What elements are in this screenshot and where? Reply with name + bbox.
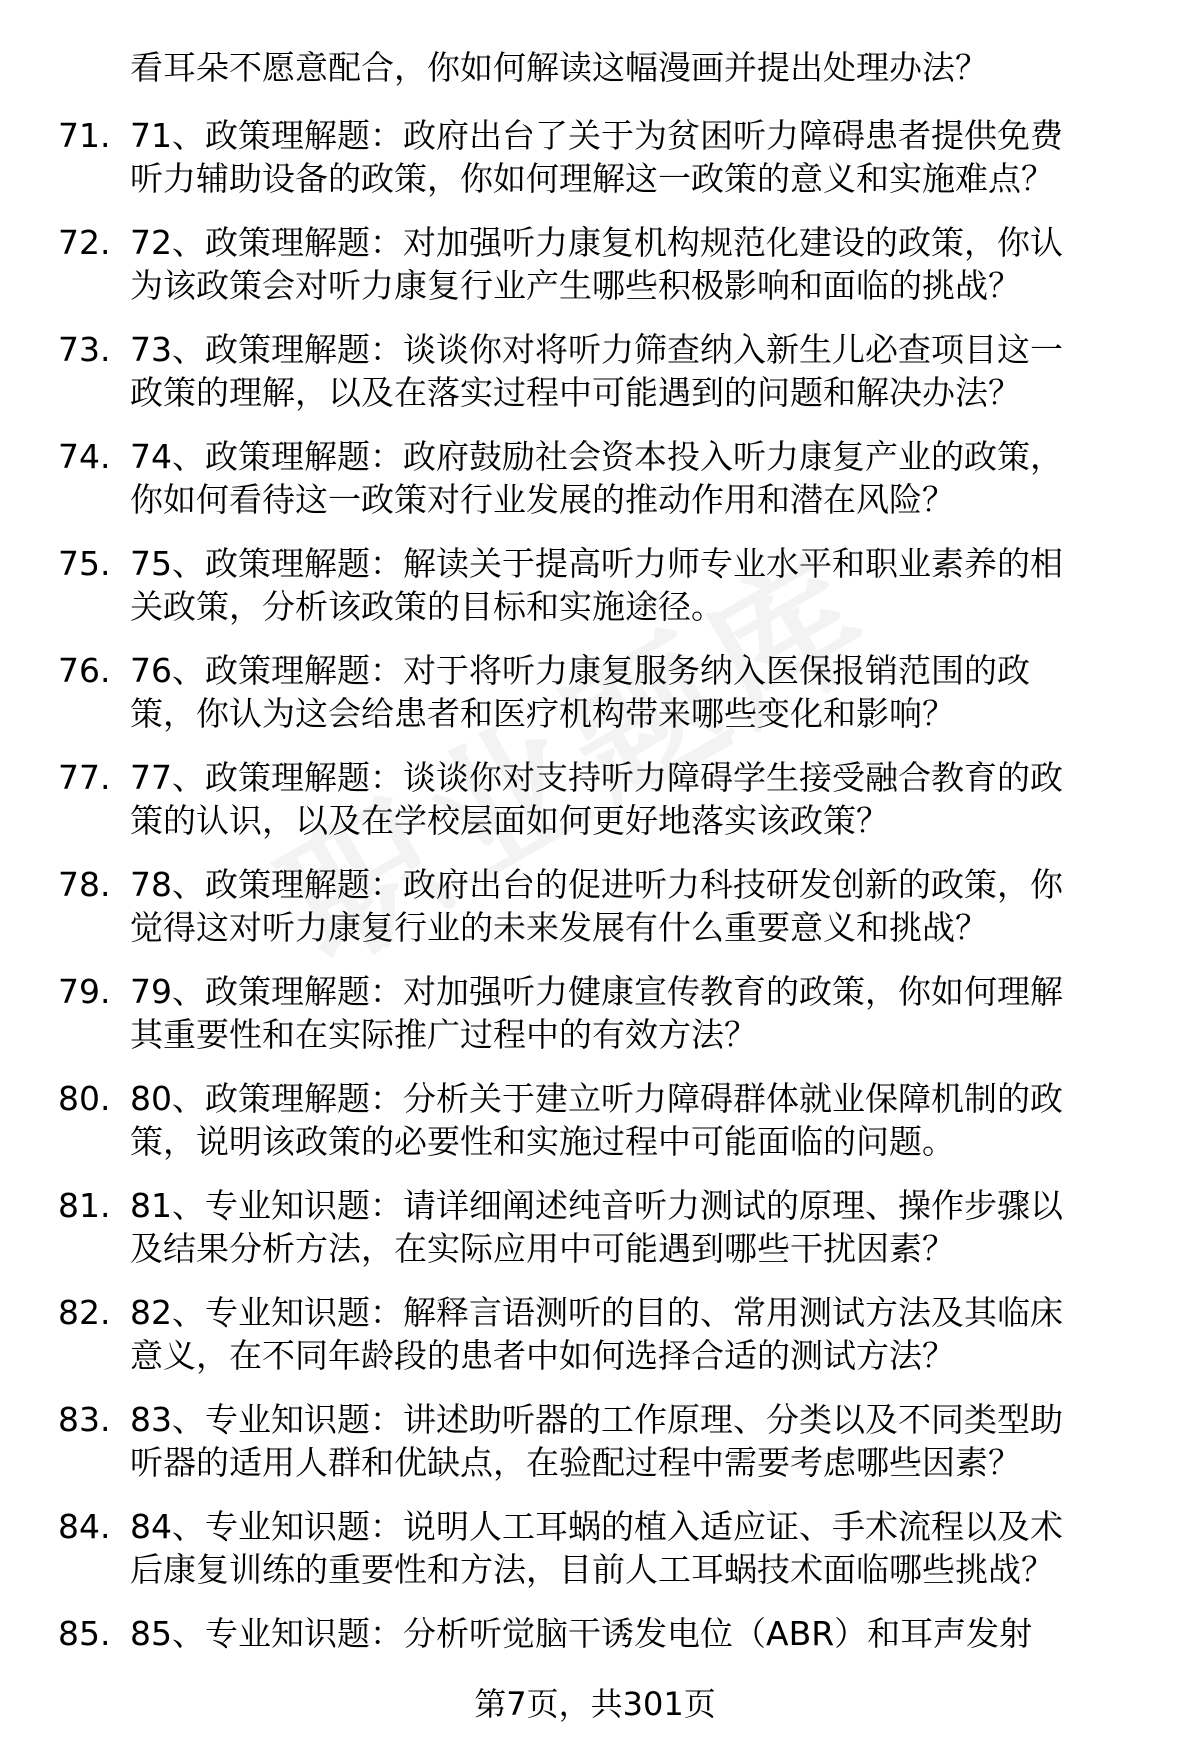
item-text-line: 策的认识，以及在学校层面如何更好地落实该政策？ bbox=[130, 801, 889, 840]
item-number: 72. bbox=[58, 223, 111, 262]
item-text bbox=[130, 1291, 1166, 1377]
item-number: 77. bbox=[58, 758, 111, 797]
item-text bbox=[130, 542, 1166, 628]
list-item bbox=[0, 542, 1190, 649]
item-number: 82. bbox=[58, 1293, 111, 1332]
list-item bbox=[0, 649, 1190, 756]
item-text bbox=[130, 1184, 1166, 1270]
item-text-line: 听器的适用人群和优缺点，在验配过程中需要考虑哪些因素？ bbox=[130, 1443, 1021, 1482]
item-text bbox=[130, 1398, 1166, 1484]
item-number: 71. bbox=[58, 116, 111, 155]
item-text-line: 关政策，分析该政策的目标和实施途径。 bbox=[130, 587, 724, 626]
item-text bbox=[130, 1505, 1166, 1591]
list-item bbox=[0, 1291, 1190, 1398]
item-text-line: 其重要性和在实际推广过程中的有效方法？ bbox=[130, 1015, 757, 1054]
item-text bbox=[130, 1612, 1166, 1655]
item-text-line: 85、专业知识题：分析听觉脑干诱发电位（ABR）和耳声发射 bbox=[130, 1614, 1033, 1653]
list-item bbox=[0, 1077, 1190, 1184]
item-text-line: 79、政策理解题：对加强听力健康宣传教育的政策，你如何理解 bbox=[130, 972, 1063, 1011]
item-number: 73. bbox=[58, 330, 111, 369]
item-text-line: 71、政策理解题：政府出台了关于为贫困听力障碍患者提供免费 bbox=[130, 116, 1063, 155]
item-text-line: 策，说明该政策的必要性和实施过程中可能面临的问题。 bbox=[130, 1122, 955, 1161]
item-text-line: 后康复训练的重要性和方法，目前人工耳蜗技术面临哪些挑战？ bbox=[130, 1550, 1054, 1589]
item-number: 85. bbox=[58, 1614, 111, 1653]
item-text bbox=[130, 649, 1166, 735]
list-item bbox=[0, 1184, 1190, 1291]
item-text bbox=[130, 114, 1166, 200]
list-item bbox=[0, 114, 1190, 221]
item-text-line: 政策的理解，以及在落实过程中可能遇到的问题和解决办法？ bbox=[130, 373, 1021, 412]
list-item bbox=[0, 328, 1190, 435]
item-number: 79. bbox=[58, 972, 111, 1011]
item-text bbox=[130, 328, 1166, 414]
item-text-line: 及结果分析方法，在实际应用中可能遇到哪些干扰因素？ bbox=[130, 1229, 955, 1268]
item-text-line: 75、政策理解题：解读关于提高听力师专业水平和职业素养的相 bbox=[130, 544, 1063, 583]
item-text-line: 78、政策理解题：政府出台的促进听力科技研发创新的政策，你 bbox=[130, 865, 1063, 904]
item-number: 83. bbox=[58, 1400, 111, 1439]
item-text-line: 80、政策理解题：分析关于建立听力障碍群体就业保障机制的政 bbox=[130, 1079, 1063, 1118]
continuation-line: 看耳朵不愿意配合，你如何解读这幅漫画并提出处理办法？ bbox=[130, 48, 988, 87]
item-text-line: 77、政策理解题：谈谈你对支持听力障碍学生接受融合教育的政 bbox=[130, 758, 1063, 797]
question-list bbox=[0, 114, 1190, 1672]
list-item bbox=[0, 756, 1190, 863]
item-text-line: 你如何看待这一政策对行业发展的推动作用和潜在风险？ bbox=[130, 480, 955, 519]
item-text bbox=[130, 970, 1166, 1056]
item-number: 84. bbox=[58, 1507, 111, 1546]
item-text-line: 听力辅助设备的政策，你如何理解这一政策的意义和实施难点？ bbox=[130, 159, 1054, 198]
item-number: 74. bbox=[58, 437, 111, 476]
item-text bbox=[130, 863, 1166, 949]
item-text-line: 83、专业知识题：讲述助听器的工作原理、分类以及不同类型助 bbox=[130, 1400, 1063, 1439]
item-text-line: 意义，在不同年龄段的患者中如何选择合适的测试方法？ bbox=[130, 1336, 955, 1375]
item-text-line: 策，你认为这会给患者和医疗机构带来哪些变化和影响？ bbox=[130, 694, 955, 733]
item-text-line: 74、政策理解题：政府鼓励社会资本投入听力康复产业的政策， bbox=[130, 437, 1063, 476]
item-text-line: 觉得这对听力康复行业的未来发展有什么重要意义和挑战？ bbox=[130, 908, 988, 947]
item-text bbox=[130, 1077, 1166, 1163]
list-item bbox=[0, 1505, 1190, 1612]
item-text bbox=[130, 221, 1166, 307]
list-item bbox=[0, 863, 1190, 970]
item-text-line: 84、专业知识题：说明人工耳蜗的植入适应证、手术流程以及术 bbox=[130, 1507, 1063, 1546]
item-text-line: 73、政策理解题：谈谈你对将听力筛查纳入新生儿必查项目这一 bbox=[130, 330, 1063, 369]
list-item bbox=[0, 1398, 1190, 1505]
page-footer: 第7页，共301页 bbox=[474, 1685, 716, 1723]
list-item bbox=[0, 970, 1190, 1077]
item-text-line: 为该政策会对听力康复行业产生哪些积极影响和面临的挑战？ bbox=[130, 266, 1021, 305]
list-item bbox=[0, 435, 1190, 542]
list-item bbox=[0, 1612, 1190, 1672]
list-item bbox=[0, 221, 1190, 328]
item-number: 76. bbox=[58, 651, 111, 690]
item-number: 75. bbox=[58, 544, 111, 583]
item-text-line: 81、专业知识题：请详细阐述纯音听力测试的原理、操作步骤以 bbox=[130, 1186, 1063, 1225]
item-text bbox=[130, 435, 1166, 521]
item-number: 78. bbox=[58, 865, 111, 904]
item-text-line: 76、政策理解题：对于将听力康复服务纳入医保报销范围的政 bbox=[130, 651, 1030, 690]
item-text bbox=[130, 756, 1166, 842]
item-number: 80. bbox=[58, 1079, 111, 1118]
item-text-line: 82、专业知识题：解释言语测听的目的、常用测试方法及其临床 bbox=[130, 1293, 1063, 1332]
item-number: 81. bbox=[58, 1186, 111, 1225]
item-text-line: 72、政策理解题：对加强听力康复机构规范化建设的政策，你认 bbox=[130, 223, 1063, 262]
